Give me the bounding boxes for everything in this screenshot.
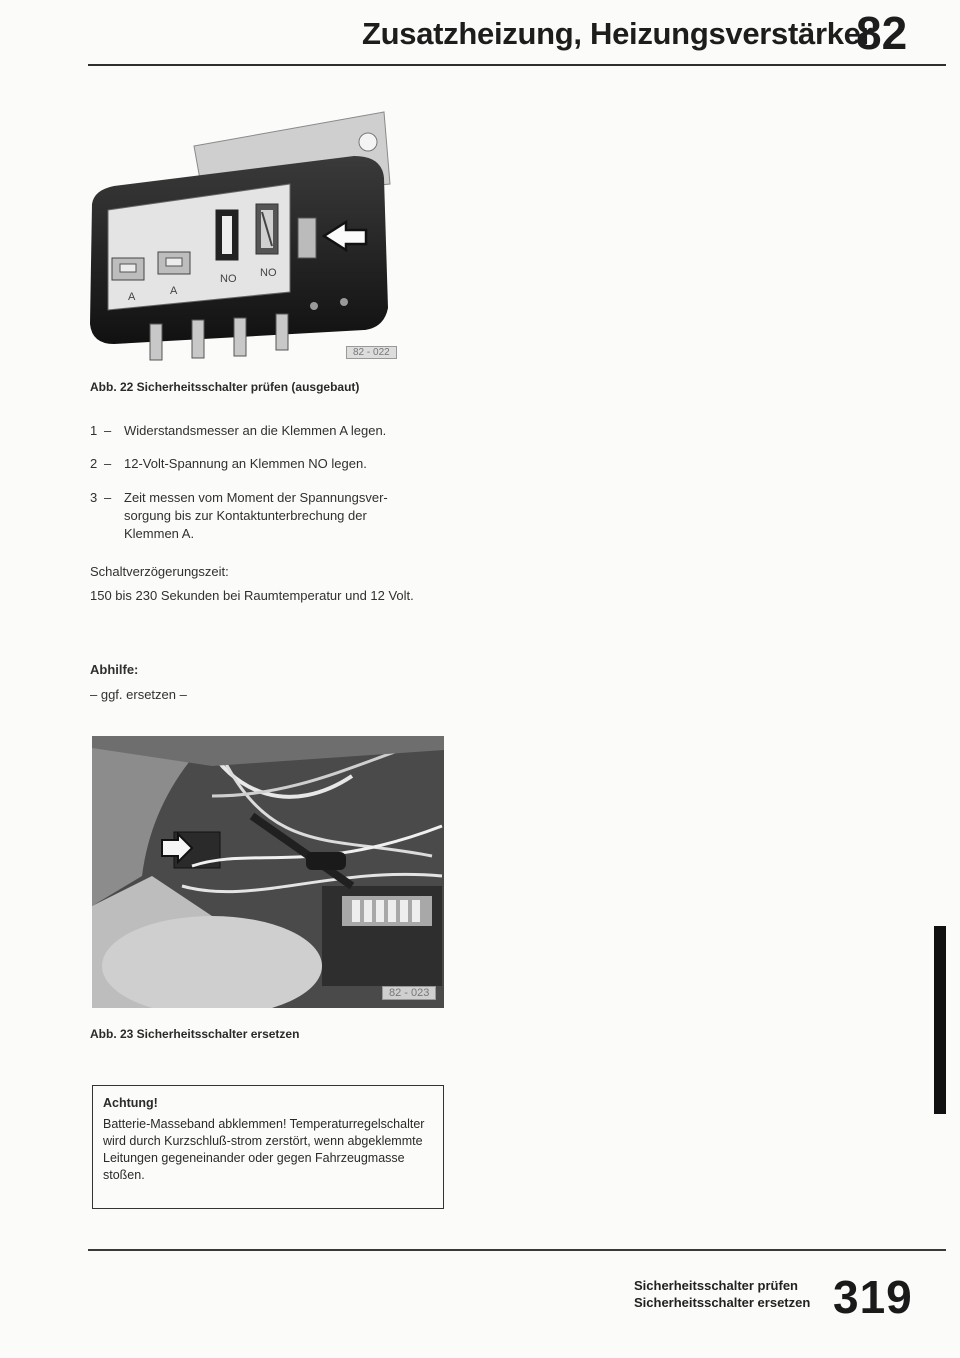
step-text: Widerstandsmesser an die Klemmen A legen. xyxy=(124,423,387,438)
section-thumb-tab xyxy=(934,926,946,1114)
header-rule xyxy=(88,64,946,66)
terminal-label-no2: NO xyxy=(260,267,277,279)
terminal-label-a1: A xyxy=(128,291,136,303)
step-number: 1 xyxy=(90,423,98,438)
step-dash: – xyxy=(104,456,112,471)
remedy-text: – ggf. ersetzen – xyxy=(90,687,187,702)
figure1-caption: Abb. 22 Sicherheitsschalter prüfen (ausgebaut) xyxy=(90,380,360,394)
delay-value: 150 bis 230 Sekunden bei Raumtemperatur und 12 Volt. xyxy=(90,588,414,603)
warning-title: Achtung! xyxy=(103,1096,158,1110)
footer-topic-2: Sicherheitsschalter ersetzen xyxy=(634,1295,811,1310)
chapter-number: 82 xyxy=(856,7,908,59)
terminal-label-no1: NO xyxy=(220,273,237,285)
step-dash: – xyxy=(104,423,112,438)
page-number: 319 xyxy=(833,1271,913,1323)
warning-box xyxy=(92,1085,444,1209)
figure2-caption: Abb. 23 Sicherheitsschalter ersetzen xyxy=(90,1027,300,1041)
step-text: Zeit messen vom Moment der Spannungsver-sorgung bis zur Kontaktunterbrechung der Klemmen A. xyxy=(124,490,388,541)
step-text: 12-Volt-Spannung an Klemmen NO legen. xyxy=(124,456,367,471)
delay-label: Schaltverzögerungszeit: xyxy=(90,564,229,579)
figure-code: 82 - 022 xyxy=(346,346,397,359)
figure-engine-bay-photo xyxy=(92,736,444,1008)
footer-topic-1: Sicherheitsschalter prüfen xyxy=(634,1278,798,1293)
page-title: Zusatzheizung, Heizungsverstärker xyxy=(362,16,873,51)
figure-code: 82 - 023 xyxy=(382,986,436,1000)
step-dash: – xyxy=(104,490,112,505)
figure-safety-switch-photo xyxy=(84,98,414,376)
warning-text: Batterie-Masseband abklemmen! Temperaturregelschalter wird durch Kurzschluß-strom zerstört, wenn abgeklemmte Leitungen gegeneinander oder gegen Fahrzeugmasse stoßen. xyxy=(103,1117,425,1182)
step-number: 3 xyxy=(90,490,98,505)
remedy-title: Abhilfe: xyxy=(90,662,139,677)
footer-rule xyxy=(88,1249,946,1251)
step-number: 2 xyxy=(90,456,98,471)
terminal-label-a2: A xyxy=(170,285,178,297)
